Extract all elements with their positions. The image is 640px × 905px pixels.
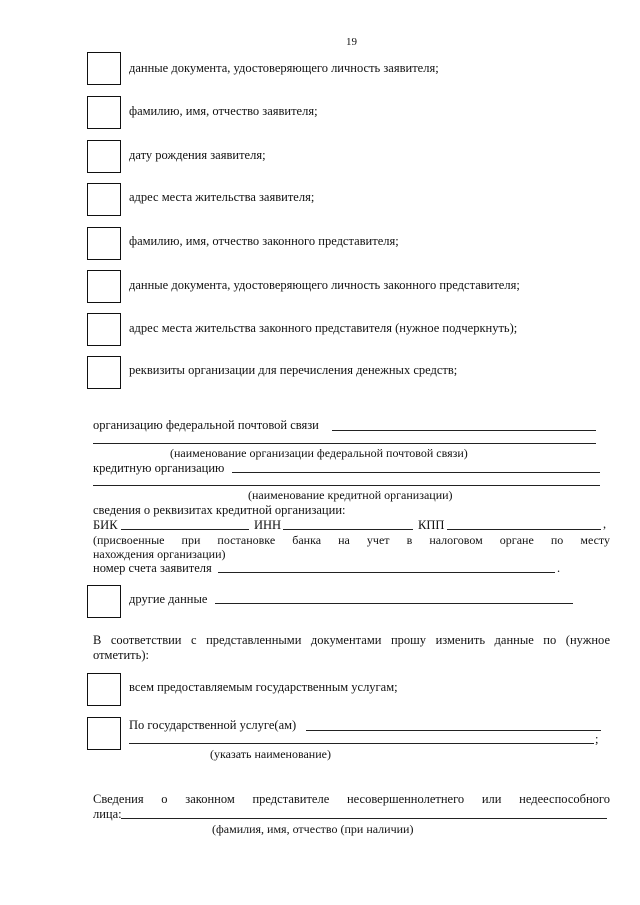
account-period: .	[557, 561, 561, 575]
bik-label: БИК	[93, 518, 118, 532]
checkbox-payment-organization[interactable]	[87, 356, 121, 389]
checkbox-all-services[interactable]	[87, 673, 121, 706]
other-data-label: другие данные	[129, 592, 208, 606]
change-intro-line1: В соответствии с представленными документами прошу изменить данные по (нужное	[93, 633, 610, 647]
credit-input-line[interactable]	[232, 472, 600, 473]
kpp-comma: ,	[603, 517, 607, 531]
checkbox-label-representative-address: адрес места жительства законного представителя (нужное подчеркнуть);	[129, 321, 518, 335]
bank-caption-line1: (присвоенные при постановке банка на учет в налоговом органе по месту	[93, 533, 610, 547]
by-service-label: По государственной услуге(ам)	[129, 718, 297, 732]
checkbox-label-applicant-birthdate: дату рождения заявителя;	[129, 148, 266, 162]
credit-label: кредитную организацию	[93, 461, 225, 475]
checkbox-other-data[interactable]	[87, 585, 121, 618]
checkbox-label-applicant-name: фамилию, имя, отчество заявителя;	[129, 104, 318, 118]
other-data-input-line[interactable]	[215, 603, 573, 604]
checkbox-label-applicant-address: адрес места жительства заявителя;	[129, 190, 315, 204]
bank-details-heading: сведения о реквизитах кредитной организации:	[93, 503, 346, 517]
page-number: 19	[346, 36, 357, 48]
bank-caption-line2: нахождения организации)	[93, 547, 226, 561]
checkbox-applicant-birthdate[interactable]	[87, 140, 121, 173]
all-services-label: всем предоставляемым государственным услугам;	[129, 680, 398, 694]
credit-input-line-2[interactable]	[93, 485, 600, 486]
checkbox-by-service[interactable]	[87, 717, 121, 750]
by-service-caption: (указать наименование)	[210, 747, 331, 761]
checkbox-label-payment-organization: реквизиты организации для перечисления денежных средств;	[129, 363, 458, 377]
representative-caption: (фамилия, имя, отчество (при наличии)	[212, 822, 414, 836]
checkbox-representative-name[interactable]	[87, 227, 121, 260]
checkbox-applicant-name[interactable]	[87, 96, 121, 129]
by-service-input-line-2[interactable]	[129, 743, 594, 744]
postal-caption: (наименование организации федеральной почтовой связи)	[170, 446, 468, 460]
by-service-semicolon: ;	[595, 732, 599, 746]
representative-label: лица:	[93, 807, 122, 821]
change-intro-line2: отметить):	[93, 648, 149, 662]
checkbox-label-representative-name: фамилию, имя, отчество законного представителя;	[129, 234, 399, 248]
checkbox-applicant-address[interactable]	[87, 183, 121, 216]
inn-input-line[interactable]	[283, 529, 413, 530]
inn-label: ИНН	[254, 518, 282, 532]
kpp-input-line[interactable]	[447, 529, 601, 530]
checkbox-applicant-document[interactable]	[87, 52, 121, 85]
by-service-input-line[interactable]	[306, 730, 601, 731]
representative-input-line[interactable]	[121, 818, 607, 819]
postal-input-line-2[interactable]	[93, 443, 596, 444]
checkbox-representative-address[interactable]	[87, 313, 121, 346]
checkbox-label-applicant-document: данные документа, удостоверяющего личность заявителя;	[129, 61, 439, 75]
representative-line1: Сведения о законном представителе несовершеннолетнего или недееспособного	[93, 792, 610, 806]
checkbox-label-representative-document: данные документа, удостоверяющего личность законного представителя;	[129, 278, 520, 292]
postal-input-line[interactable]	[332, 430, 596, 431]
credit-caption: (наименование кредитной организации)	[248, 488, 453, 502]
postal-label: организацию федеральной почтовой связи	[93, 418, 319, 432]
bik-input-line[interactable]	[121, 529, 249, 530]
account-label: номер счета заявителя	[93, 561, 212, 575]
checkbox-representative-document[interactable]	[87, 270, 121, 303]
account-input-line[interactable]	[218, 572, 555, 573]
kpp-label: КПП	[418, 518, 445, 532]
